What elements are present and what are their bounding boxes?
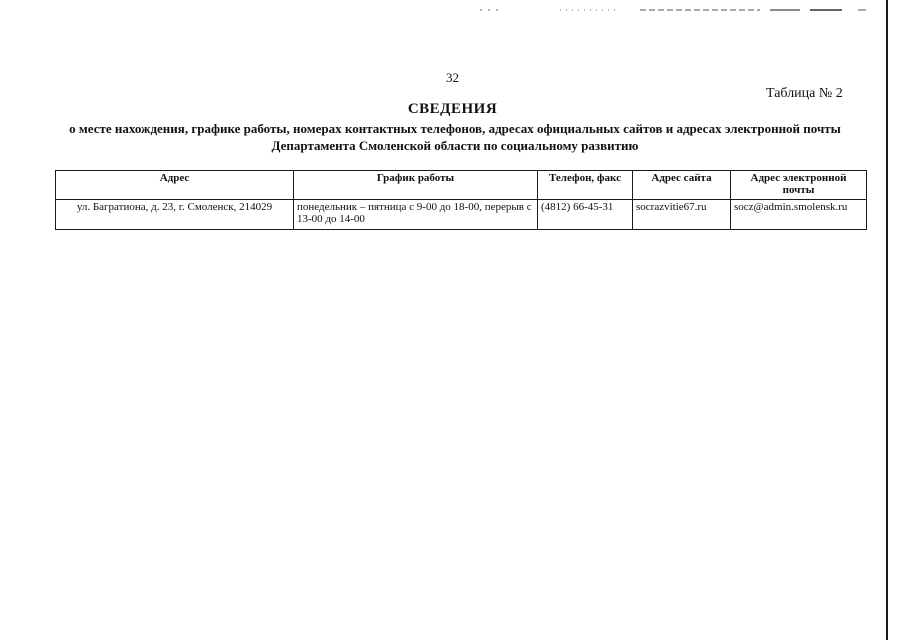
table-label: Таблица № 2 [766,86,843,101]
document-title: СВЕДЕНИЯ [407,101,498,117]
cell-email: socz@admin.smolensk.ru [731,200,867,230]
header-email: Адрес электронной почты [731,171,867,200]
cell-address: ул. Багратиона, д. 23, г. Смоленск, 214029 [56,200,294,230]
cell-site: socrazvitie67.ru [633,200,731,230]
header-schedule: График работы [294,171,538,200]
cell-phone: (4812) 66-45-31 [538,200,633,230]
header-address: Адрес [56,171,294,200]
contact-info-table [55,170,867,230]
cell-schedule: понедельник – пятница с 9-00 до 18-00, перерыв с 13-00 до 14-00 [294,200,538,230]
table-header-row [56,171,867,200]
page-edge-line [886,0,888,640]
table-row [56,200,867,230]
scan-artifact-dots [470,8,890,12]
document-subtitle: о месте нахождения, графике работы, номерах контактных телефонов, адресах официальных сайтов и адресах электронной почты Департамента Смоленской области по социальному развитию [69,121,841,153]
header-phone: Телефон, факс [538,171,633,200]
header-site: Адрес сайта [633,171,731,200]
page-number: 32 [446,70,459,85]
